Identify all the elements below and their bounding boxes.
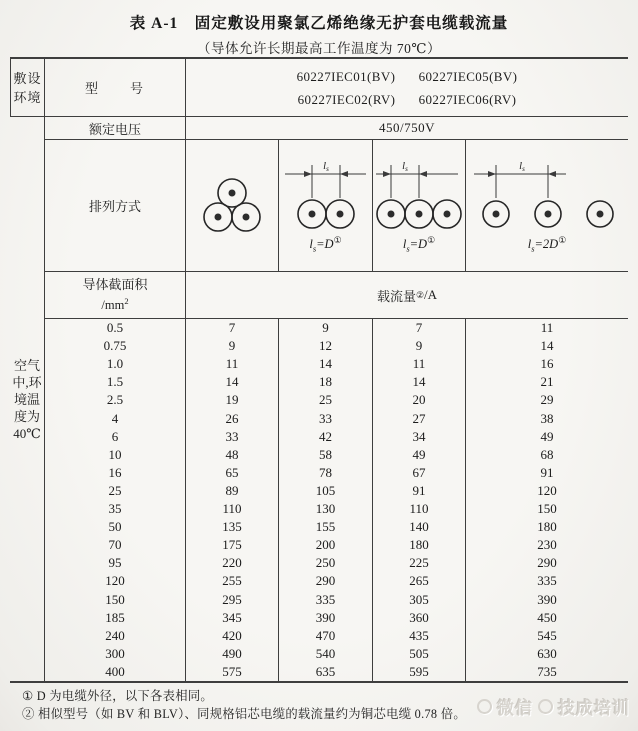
arrangement-diagram-three-spaced — [466, 140, 628, 272]
model-number: 60227IEC05(BV) — [418, 68, 518, 84]
capacity-value-cell: 68 — [540, 446, 554, 462]
section-value-cell: 2.5 — [45, 391, 186, 409]
capacity-value-cell: 11 — [373, 355, 466, 373]
capacity-value-cell: 345 — [186, 609, 279, 627]
env-header-cell — [10, 59, 45, 117]
section-value-cell: 50 — [45, 518, 186, 536]
model-number: 60227IEC06(RV) — [418, 91, 517, 107]
section-value-cell: 4 — [45, 410, 186, 428]
capacity-value-cell: 29 — [540, 392, 554, 408]
model-label-cell: 型 号 — [45, 59, 186, 117]
capacity-value-cell: 58 — [279, 446, 373, 464]
capacity-value-cell: 33 — [186, 428, 279, 446]
capacity-value-cell: 180 — [537, 519, 557, 535]
capacity-value-cell: 250 — [279, 554, 373, 572]
capacity-header-text: 载流量 — [376, 288, 416, 304]
env-condition-line: 中,环 — [12, 374, 42, 390]
capacity-value-cell: 200 — [279, 536, 373, 554]
capacity-value-cell: 14 — [279, 355, 373, 373]
capacity-value-cell: 19 — [186, 391, 279, 409]
capacity-value-cell: 27 — [373, 410, 466, 428]
capacity-value-cell: 135 — [186, 518, 279, 536]
env-condition-cell — [10, 117, 45, 681]
capacity-value-cell: 7 — [186, 319, 279, 337]
capacity-value-cell: 390 — [537, 591, 557, 607]
section-value-cell: 120 — [45, 572, 186, 590]
page-title: 表 A-1 固定敷设用聚氯乙烯绝缘无护套电缆载流量 — [129, 15, 509, 32]
trefoil-cables-icon — [186, 176, 279, 236]
capacity-value-cell: 335 — [537, 573, 557, 589]
arrangement-label-cell: 排列方式 — [45, 140, 186, 272]
capacity-value-cell: 89 — [186, 482, 279, 500]
section-value-cell: 0.5 — [45, 319, 186, 337]
model-number: 60227IEC02(RV) — [297, 91, 396, 107]
capacity-value-cell: 505 — [373, 645, 466, 663]
env-condition-line: 40℃ — [13, 425, 41, 441]
section-value-cell: 150 — [45, 591, 186, 609]
section-unit-text: $/mm^2$ — [101, 295, 129, 313]
capacity-value-cell: 49 — [540, 428, 554, 444]
three-cables-spacing-icon — [372, 158, 466, 232]
capacity-value-cell: 7 — [373, 319, 466, 337]
capacity-value-cell: 255 — [186, 572, 279, 590]
brand-logo-icon — [538, 699, 553, 714]
capacity-value-cell: 225 — [373, 554, 466, 572]
section-value-cell: 400 — [45, 663, 186, 681]
capacity-value-cell: 130 — [279, 500, 373, 518]
two-cables-spacing-icon — [279, 158, 372, 232]
capacity-value-cell: 38 — [540, 410, 554, 426]
page-subtitle: （导体允许长期最高工作温度为 70℃） — [197, 41, 441, 56]
capacity-value-cell: 295 — [186, 591, 279, 609]
env-condition-line: 境温 — [13, 391, 40, 407]
capacity-value-cell: 33 — [279, 410, 373, 428]
capacity-value-cell: 21 — [540, 374, 554, 390]
footnote-2: ② 相似型号（如 BV 和 BLV）、同规格铝芯电缆的载流量约为铜芯电缆 0.78 倍。 — [22, 707, 466, 721]
data-grid — [45, 319, 628, 681]
arrangement-diagram-three-touching — [373, 140, 466, 272]
capacity-value-cell: 110 — [373, 500, 466, 518]
section-value-cell: 95 — [45, 554, 186, 572]
section-value-cell: 10 — [45, 446, 186, 464]
arrangement-diagram-trefoil — [186, 140, 279, 272]
footnotes — [22, 687, 466, 723]
section-value-cell: 16 — [45, 464, 186, 482]
dimension-label: ls — [402, 160, 408, 173]
capacity-value-cell: 305 — [373, 591, 466, 609]
capacity-value-cell: 110 — [186, 500, 279, 518]
capacity-value-cell: 49 — [373, 446, 466, 464]
capacity-value-cell: 290 — [279, 572, 373, 590]
capacity-value-cell: 175 — [186, 536, 279, 554]
capacity-value-cell: 630 — [537, 645, 557, 661]
capacity-value-cell: 595 — [373, 663, 466, 681]
capacity-value-cell: 180 — [373, 536, 466, 554]
capacity-value-cell: 140 — [373, 518, 466, 536]
capacity-value-cell: 265 — [373, 572, 466, 590]
section-value-cell: 300 — [45, 645, 186, 663]
capacity-value-cell: 435 — [373, 627, 466, 645]
dimension-label: ls — [323, 160, 329, 173]
capacity-value-cell: 34 — [373, 428, 466, 446]
capacity-value-cell: 14 — [373, 373, 466, 391]
capacity-value-cell: 11 — [186, 355, 279, 373]
watermark-text-brand: 技成培训 — [558, 699, 630, 718]
model-values-cell — [186, 59, 628, 117]
section-header-text: 导体截面积 — [82, 276, 148, 292]
capacity-value-cell: 11 — [540, 320, 554, 336]
capacity-value-cell: 545 — [537, 627, 557, 643]
capacity-value-cell: 26 — [186, 410, 279, 428]
env-label-line: 敷设 — [13, 70, 42, 86]
footnote-1: ① D 为电缆外径，以下各表相同。 — [22, 689, 214, 703]
capacity-value-cell: 20 — [373, 391, 466, 409]
capacity-value-cell: 220 — [186, 554, 279, 572]
capacity-footnote-ref: ② — [415, 289, 425, 300]
capacity-value-cell: 635 — [279, 663, 373, 681]
spacing-equation-label: $l_s=2D^①$ — [527, 234, 567, 254]
capacity-value-cell: 42 — [279, 428, 373, 446]
capacity-value-cell: 335 — [279, 591, 373, 609]
capacity-value-cell: 16 — [540, 356, 554, 372]
capacity-value-cell: 490 — [186, 645, 279, 663]
env-label-line: 环境 — [13, 89, 42, 105]
section-value-cell: 70 — [45, 536, 186, 554]
capacity-value-cell: 450 — [537, 609, 557, 625]
capacity-value-cell: 65 — [186, 464, 279, 482]
section-value-cell: 1.5 — [45, 373, 186, 391]
model-values-line — [287, 65, 528, 88]
model-values-line — [288, 88, 527, 111]
env-condition-line: 度为 — [13, 408, 40, 424]
capacity-header-cell — [186, 272, 628, 319]
cable-ampacity-table — [10, 57, 628, 683]
capacity-value-cell: 230 — [537, 537, 557, 553]
capacity-value-cell: 91 — [373, 482, 466, 500]
capacity-value-cell: 540 — [279, 645, 373, 663]
voltage-value-cell: 450/750V — [186, 117, 628, 140]
capacity-value-cell: 25 — [279, 391, 373, 409]
three-cables-wide-spacing-icon — [466, 158, 628, 232]
capacity-value-cell: 78 — [279, 464, 373, 482]
capacity-value-cell: 150 — [537, 501, 557, 517]
capacity-value-cell: 120 — [537, 482, 557, 498]
wechat-icon — [477, 699, 492, 714]
section-value-cell: 25 — [45, 482, 186, 500]
capacity-value-cell: 575 — [186, 663, 279, 681]
capacity-value-cell: 67 — [373, 464, 466, 482]
section-value-cell: 35 — [45, 500, 186, 518]
env-condition-line: 空气 — [13, 357, 40, 373]
capacity-value-cell: 12 — [279, 337, 373, 355]
capacity-value-cell: 14 — [186, 373, 279, 391]
section-value-cell: 185 — [45, 609, 186, 627]
capacity-value-cell: 390 — [279, 609, 373, 627]
capacity-value-cell: 18 — [279, 373, 373, 391]
capacity-unit-text: /A — [424, 287, 438, 302]
capacity-value-cell: 91 — [540, 464, 554, 480]
spacing-equation-label: $l_s=D^①$ — [309, 234, 342, 254]
arrangement-diagram-two-touching — [279, 140, 373, 272]
dimension-label: ls — [519, 160, 525, 173]
voltage-label-cell: 额定电压 — [45, 117, 186, 140]
capacity-value-cell: 9 — [279, 319, 373, 337]
section-value-cell: 6 — [45, 428, 186, 446]
watermark — [477, 694, 630, 719]
section-value-cell: 0.75 — [45, 337, 186, 355]
capacity-value-cell: 360 — [373, 609, 466, 627]
capacity-value-cell: 48 — [186, 446, 279, 464]
capacity-value-cell: 105 — [279, 482, 373, 500]
capacity-value-cell: 9 — [186, 337, 279, 355]
capacity-value-cell: 155 — [279, 518, 373, 536]
model-number: 60227IEC01(BV) — [296, 68, 396, 84]
section-value-cell: 240 — [45, 627, 186, 645]
capacity-value-cell: 14 — [540, 338, 554, 354]
section-value-cell: 1.0 — [45, 355, 186, 373]
watermark-text-wechat: 微信 — [497, 699, 533, 718]
capacity-value-cell: 420 — [186, 627, 279, 645]
capacity-value-cell: 290 — [537, 555, 557, 571]
spacing-equation-label: $l_s=D^①$ — [402, 234, 436, 254]
capacity-value-cell: 9 — [373, 337, 466, 355]
section-header-cell — [45, 272, 186, 319]
capacity-value-cell: 470 — [279, 627, 373, 645]
capacity-value-cell: 735 — [537, 663, 557, 679]
